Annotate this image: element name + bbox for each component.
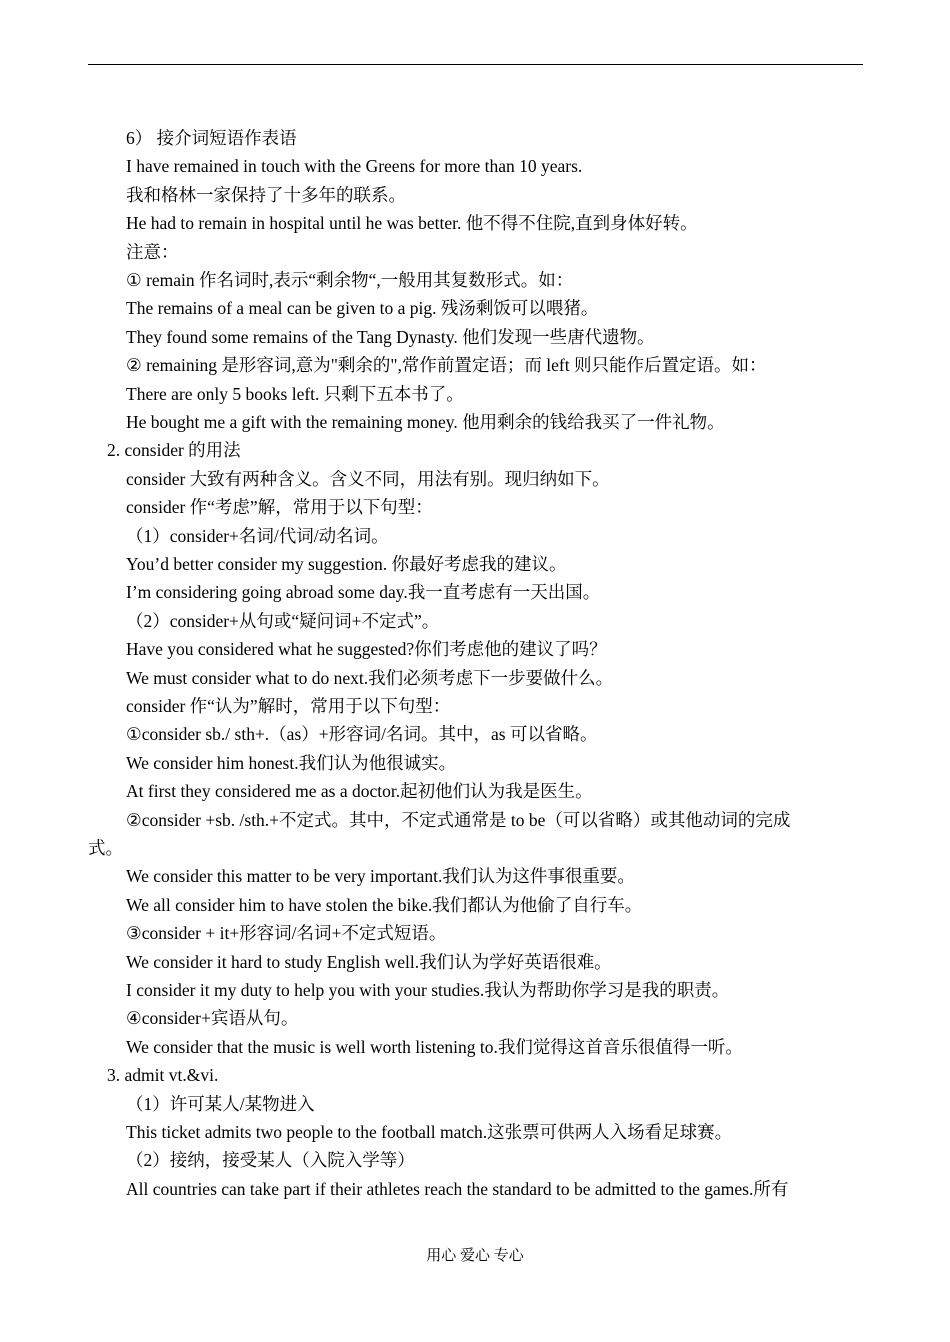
text-line: （2）consider+从句或“疑问词+不定式”。 <box>126 610 440 631</box>
text-line: ① remain 作名词时,表示“剩余物“,一般用其复数形式。如： <box>126 270 574 290</box>
header-rule <box>88 64 863 65</box>
text-line: I have remained in touch with the Greens for more than 10 years. <box>126 156 583 177</box>
text-line: We consider this matter to be very important.我们认为这件事很重要。 <box>126 866 635 887</box>
text-line: They found some remains of the Tang Dynasty. 他们发现一些唐代遗物。 <box>126 326 655 347</box>
section-heading: 3. admit vt.&vi. <box>107 1065 219 1086</box>
text-line: We must consider what to do next.我们必须考虑下一步要做什么。 <box>126 667 614 688</box>
text-line: We all consider him to have stolen the bike.我们都认为他偷了自行车。 <box>126 894 643 915</box>
text-line: We consider that the music is well worth listening to.我们觉得这首音乐很值得一听。 <box>126 1036 743 1057</box>
text-line: There are only 5 books left. 只剩下五本书了。 <box>126 383 464 404</box>
text-line: 我和格林一家保持了十多年的联系。 <box>126 184 406 205</box>
text-line: consider 作“认为”解时，常用于以下句型： <box>126 696 451 716</box>
text-line: ②consider +sb. /sth.+不定式。其中，不定式通常是 to be（可以省略）或其他动词的完成 <box>126 809 791 830</box>
text-line: All countries can take part if their athletes reach the standard to be admitted to the games.所有 <box>126 1178 789 1199</box>
text-line: I’m considering going abroad some day.我一直考虑有一天出国。 <box>126 582 601 603</box>
page-footer: 用心 爱心 专心 <box>426 1248 524 1264</box>
text-line: ② remaining 是形容词,意为"剩余的",常作前置定语；而 left 则只能作后置定语。如： <box>126 355 767 376</box>
text-line: consider 大致有两种含义。含义不同，用法有别。现归纳如下。 <box>126 468 610 489</box>
text-line: （1）许可某人/某物进入 <box>126 1093 315 1114</box>
text-line: 式。 <box>88 838 123 858</box>
text-line: Have you considered what he suggested?你们考虑他的建议了吗？ <box>126 639 607 660</box>
text-line: We consider him honest.我们认为他很诚实。 <box>126 752 457 773</box>
text-line: ①consider sb./ sth+.（as）+形容词/名词。其中，as 可以省略。 <box>126 724 598 745</box>
text-line: The remains of a meal can be given to a pig. 残汤剩饭可以喂猪。 <box>126 298 599 319</box>
text-line: （1）consider+名词/代词/动名词。 <box>126 525 389 546</box>
text-line: 注意： <box>126 241 179 262</box>
text-line: consider 作“考虑”解，常用于以下句型： <box>126 497 433 518</box>
text-line: This ticket admits two people to the football match.这张票可供两人入场看足球赛。 <box>126 1122 733 1142</box>
text-line: He bought me a gift with the remaining money. 他用剩余的钱给我买了一件礼物。 <box>126 412 725 432</box>
text-line: 6） 接介词短语作表语 <box>126 128 297 148</box>
text-line: ③consider + it+形容词/名词+不定式短语。 <box>126 923 447 944</box>
text-line: At first they considered me as a doctor.起初他们认为我是医生。 <box>126 781 593 802</box>
text-line: He had to remain in hospital until he was better. 他不得不住院,直到身体好转。 <box>126 213 698 234</box>
text-line: You’d better consider my suggestion. 你最好考虑我的建议。 <box>126 554 567 574</box>
text-line: （2）接纳，接受某人（入院入学等） <box>126 1150 415 1171</box>
text-line: We consider it hard to study English well.我们认为学好英语很难。 <box>126 951 612 972</box>
text-line: ④consider+宾语从句。 <box>126 1008 299 1029</box>
text-line: I consider it my duty to help you with your studies.我认为帮助你学习是我的职责。 <box>126 980 730 1000</box>
section-heading: 2. consider 的用法 <box>107 440 241 461</box>
